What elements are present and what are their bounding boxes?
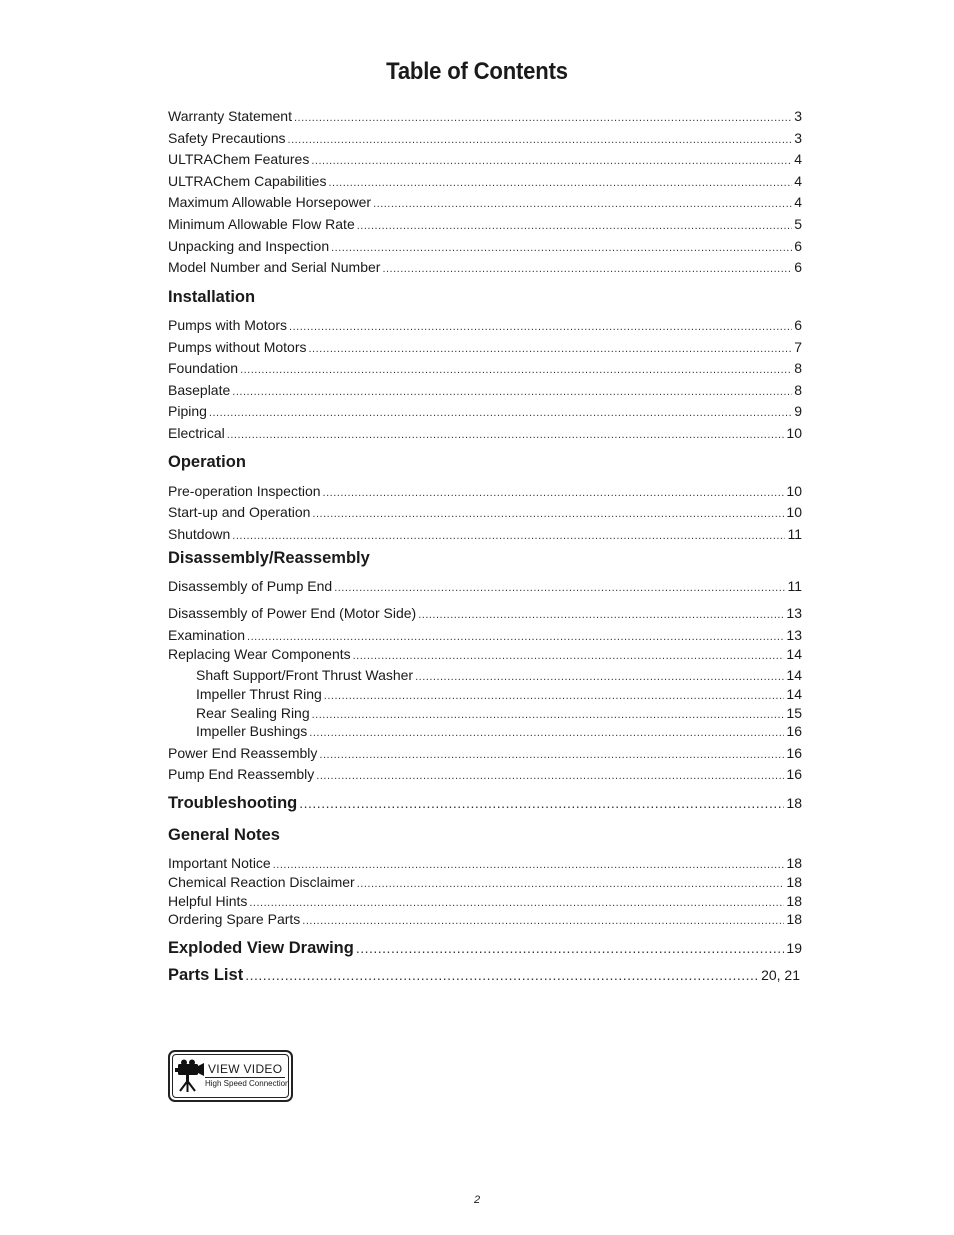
toc-entry-ordering-spare-parts[interactable] (168, 911, 802, 929)
leader-dots (418, 607, 784, 623)
toc-subentry-rear-sealing-ring[interactable] (196, 705, 802, 723)
video-camera-icon (175, 1058, 205, 1094)
leader-dots (331, 240, 792, 256)
toc-entry-shutdown[interactable] (168, 526, 802, 544)
entry-page: 13 (786, 627, 802, 643)
entry-label: Warranty Statement (168, 108, 292, 124)
entry-page: 3 (794, 108, 802, 124)
toc-entry-piping[interactable] (168, 403, 802, 421)
leader-dots (357, 218, 792, 234)
entry-label: Foundation (168, 360, 239, 376)
toc-entry-helpful-hints[interactable] (168, 893, 802, 911)
entry-page: 6 (794, 317, 802, 333)
entry-page: 19 (786, 940, 802, 956)
entry-page: 18 (786, 874, 802, 890)
entry-label: Parts List (168, 966, 244, 984)
leader-dots (334, 580, 785, 596)
leader-dots (240, 362, 792, 378)
entry-page: 13 (786, 605, 802, 621)
entry-label: Model Number and Serial Number (168, 259, 381, 275)
section-heading-installation: Installation (168, 288, 256, 306)
leader-dots (353, 648, 785, 664)
entry-label: Piping (168, 403, 207, 419)
leader-dots (302, 913, 784, 929)
entry-label: Helpful Hints (168, 893, 248, 909)
entry-label: Ordering Spare Parts (168, 911, 301, 927)
leader-dots (415, 669, 784, 685)
leader-dots (232, 528, 785, 544)
entry-page: 3 (794, 130, 802, 146)
leader-dots (245, 967, 759, 983)
connection-label: High Speed Connection (205, 1079, 290, 1088)
entry-page: 11 (787, 578, 802, 594)
entry-label: ULTRAChem Capabilities (168, 173, 327, 189)
leader-dots (309, 725, 784, 741)
toc-entry-model-serial[interactable] (168, 259, 802, 277)
section-heading-operation: Operation (168, 453, 246, 471)
entry-page: 16 (786, 745, 802, 761)
toc-entry-exploded-view[interactable] (168, 940, 802, 956)
toc-entry-start-up[interactable] (168, 504, 802, 522)
leader-dots (299, 795, 784, 811)
entry-label: Start-up and Operation (168, 504, 311, 520)
entry-label: Baseplate (168, 382, 231, 398)
entry-page: 16 (786, 723, 802, 739)
entry-label: Shutdown (168, 526, 231, 542)
entry-page: 20, 21 (761, 967, 800, 983)
leader-dots (323, 485, 785, 501)
entry-page: 18 (786, 911, 802, 927)
toc-entry-troubleshooting[interactable] (168, 795, 802, 811)
toc-entry-power-end-reassembly[interactable] (168, 745, 802, 763)
leader-dots (209, 405, 792, 421)
toc-entry-baseplate[interactable] (168, 382, 802, 400)
entry-page: 10 (786, 425, 802, 441)
leader-dots (249, 895, 784, 911)
entry-page: 18 (786, 855, 802, 871)
entry-label: Pumps with Motors (168, 317, 288, 333)
entry-page: 15 (786, 705, 802, 721)
toc-subentry-impeller-thrust-ring[interactable] (196, 686, 802, 704)
toc-entry-capabilities[interactable] (168, 173, 802, 191)
leader-dots (328, 175, 792, 191)
leader-dots (312, 506, 784, 522)
toc-entry-pumps-without-motors[interactable] (168, 339, 802, 357)
page-number: 2 (473, 1194, 481, 1206)
badge-divider (205, 1077, 285, 1078)
leader-dots (356, 940, 785, 956)
leader-dots (289, 319, 792, 335)
entry-page: 6 (794, 259, 802, 275)
leader-dots (324, 688, 785, 704)
leader-dots (309, 341, 793, 357)
leader-dots (319, 747, 784, 763)
toc-entry-disassembly-power-end[interactable] (168, 605, 802, 623)
leader-dots (357, 876, 785, 892)
entry-page: 7 (794, 339, 802, 355)
entry-page: 18 (786, 893, 802, 909)
view-video-button[interactable] (168, 1050, 293, 1102)
entry-label: Pumps without Motors (168, 339, 307, 355)
entry-label: Disassembly of Power End (Motor Side) (168, 605, 417, 621)
leader-dots (294, 110, 792, 126)
entry-label: Safety Precautions (168, 130, 286, 146)
leader-dots (316, 768, 784, 784)
leader-dots (288, 132, 793, 148)
entry-label: Examination (168, 627, 246, 643)
entry-page: 9 (794, 403, 802, 419)
leader-dots (312, 707, 785, 723)
entry-label: Pump End Reassembly (168, 766, 315, 782)
page-title: Table of Contents (386, 58, 568, 85)
entry-page: 14 (786, 686, 802, 702)
entry-page: 4 (794, 173, 802, 189)
toc-entry-flow-rate[interactable] (168, 216, 802, 234)
entry-page: 11 (787, 526, 802, 542)
toc-entry-unpacking[interactable] (168, 238, 802, 256)
entry-page: 4 (794, 151, 802, 167)
section-heading-general-notes: General Notes (168, 826, 280, 844)
entry-page: 8 (794, 382, 802, 398)
entry-label: Rear Sealing Ring (196, 705, 310, 721)
toc-subentry-impeller-bushings[interactable] (196, 723, 802, 741)
entry-label: Maximum Allowable Horsepower (168, 194, 372, 210)
toc-entry-pumps-with-motors[interactable] (168, 317, 802, 335)
entry-label: Unpacking and Inspection (168, 238, 330, 254)
entry-label: Disassembly of Pump End (168, 578, 333, 594)
toc-entry-foundation[interactable] (168, 360, 802, 378)
leader-dots (232, 384, 792, 400)
entry-page: 5 (794, 216, 802, 232)
entry-label: Pre-operation Inspection (168, 483, 321, 499)
entry-label: Power End Reassembly (168, 745, 318, 761)
entry-label: Exploded View Drawing (168, 939, 354, 957)
entry-label: Troubleshooting (168, 794, 298, 812)
view-video-label: VIEW VIDEO (208, 1062, 283, 1076)
leader-dots (311, 153, 792, 169)
entry-page: 16 (786, 766, 802, 782)
entry-label: Shaft Support/Front Thrust Washer (196, 667, 414, 683)
toc-entry-disassembly-pump-end[interactable] (168, 578, 802, 596)
entry-page: 14 (786, 646, 802, 662)
toc-entry-examination[interactable] (168, 627, 802, 645)
entry-label: Impeller Bushings (196, 723, 308, 739)
leader-dots (247, 629, 784, 645)
toc-subentry-shaft-support[interactable] (196, 667, 802, 685)
entry-label: Minimum Allowable Flow Rate (168, 216, 355, 232)
toc-entry-horsepower[interactable] (168, 194, 802, 212)
entry-label: Impeller Thrust Ring (196, 686, 322, 702)
toc-entry-pump-end-reassembly[interactable] (168, 766, 802, 784)
toc-entry-important-notice[interactable] (168, 855, 802, 873)
toc-entry-pre-operation[interactable] (168, 483, 802, 501)
toc-entry-parts-list[interactable] (168, 967, 800, 983)
entry-page: 8 (794, 360, 802, 376)
leader-dots (273, 857, 785, 873)
entry-label: Electrical (168, 425, 225, 441)
entry-page: 4 (794, 194, 802, 210)
toc-entry-chemical-disclaimer[interactable] (168, 874, 802, 892)
entry-label: Important Notice (168, 855, 271, 871)
entry-page: 10 (786, 483, 802, 499)
section-heading-disassembly: Disassembly/Reassembly (168, 549, 370, 567)
leader-dots (227, 427, 785, 443)
entry-label: ULTRAChem Features (168, 151, 310, 167)
entry-page: 18 (786, 795, 802, 811)
entry-label: Replacing Wear Components (168, 646, 351, 662)
entry-page: 14 (786, 667, 802, 683)
toc-entry-warranty[interactable] (168, 108, 802, 126)
entry-page: 10 (786, 504, 802, 520)
toc-entry-safety[interactable] (168, 130, 802, 148)
toc-entry-replacing-wear[interactable] (168, 646, 802, 664)
entry-page: 6 (794, 238, 802, 254)
leader-dots (373, 196, 792, 212)
toc-entry-features[interactable] (168, 151, 802, 169)
toc-entry-electrical[interactable] (168, 425, 802, 443)
entry-label: Chemical Reaction Disclaimer (168, 874, 355, 890)
leader-dots (382, 261, 792, 277)
